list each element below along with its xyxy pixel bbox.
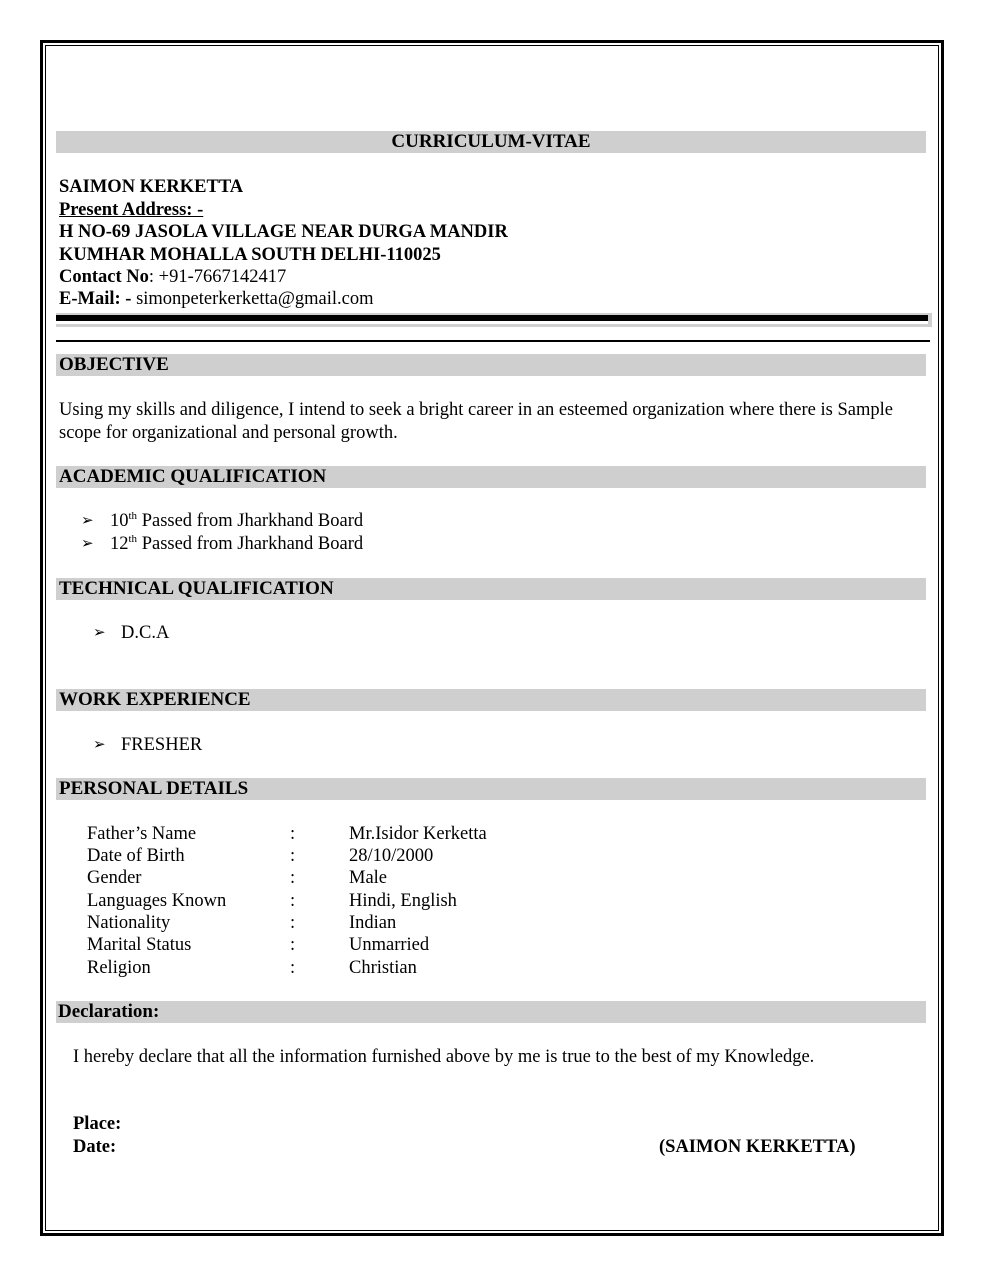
address-line-2: KUMHAR MOHALLA SOUTH DELHI-110025: [59, 245, 441, 265]
detail-separator: :: [290, 824, 296, 844]
bullet-arrow-icon: ➢: [81, 513, 94, 529]
contact-value: : +91-7667142417: [148, 267, 287, 287]
contact-label: Contact No: [59, 267, 149, 287]
detail-value-religion: Christian: [349, 958, 417, 978]
objective-bar: [56, 354, 926, 376]
thin-rule: [56, 340, 930, 342]
academic-heading: ACADEMIC QUALIFICATION: [59, 466, 327, 487]
detail-label-father: Father’s Name: [87, 824, 197, 844]
address-label: Present Address: -: [59, 200, 204, 220]
declaration-text: I hereby declare that all the information furnished above by me is true to the best of my Knowledge.: [73, 1047, 815, 1067]
objective-heading: OBJECTIVE: [59, 354, 169, 375]
detail-value-marital: Unmarried: [349, 935, 430, 955]
detail-separator: :: [290, 958, 296, 978]
detail-label-languages: Languages Known: [87, 891, 227, 911]
academic-item: 10th Passed from Jharkhand Board: [110, 509, 364, 531]
place-label: Place:: [73, 1114, 122, 1134]
signature-name: (SAIMON KERKETTA): [659, 1137, 856, 1157]
detail-separator: :: [290, 846, 296, 866]
detail-separator: :: [290, 891, 296, 911]
detail-value-father: Mr.Isidor Kerketta: [349, 824, 487, 844]
detail-value-languages: Hindi, English: [349, 891, 457, 911]
date-label: Date:: [73, 1137, 117, 1157]
contact-row: [59, 266, 286, 288]
personal-heading: PERSONAL DETAILS: [59, 778, 249, 799]
technical-heading: TECHNICAL QUALIFICATION: [59, 578, 334, 599]
detail-value-gender: Male: [349, 868, 388, 888]
detail-label-religion: Religion: [87, 958, 151, 978]
objective-text-line-1: Using my skills and diligence, I intend to seek a bright career in an esteemed organization where there is Sample: [59, 400, 893, 420]
detail-value-nationality: Indian: [349, 913, 397, 933]
rule-shadow-bottom: [56, 324, 932, 327]
candidate-name: SAIMON KERKETTA: [59, 177, 244, 197]
thick-rule: [56, 315, 928, 321]
cv-title: CURRICULUM-VITAE: [391, 131, 591, 152]
detail-value-dob: 28/10/2000: [349, 846, 434, 866]
detail-separator: :: [290, 935, 296, 955]
detail-label-marital: Marital Status: [87, 935, 192, 955]
technical-item: D.C.A: [121, 623, 170, 643]
detail-separator: :: [290, 868, 296, 888]
academic-item: 12th Passed from Jharkhand Board: [110, 532, 364, 554]
bullet-arrow-icon: ➢: [93, 737, 106, 753]
detail-label-gender: Gender: [87, 868, 142, 888]
detail-label-dob: Date of Birth: [87, 846, 185, 866]
work-heading: WORK EXPERIENCE: [59, 689, 251, 710]
work-item: FRESHER: [121, 735, 203, 755]
detail-label-nationality: Nationality: [87, 913, 171, 933]
address-line-1: H NO-69 JASOLA VILLAGE NEAR DURGA MANDIR: [59, 222, 508, 242]
bullet-arrow-icon: ➢: [81, 536, 94, 552]
bullet-arrow-icon: ➢: [93, 625, 106, 641]
declaration-bar: [56, 1001, 926, 1023]
detail-separator: :: [290, 913, 296, 933]
email-value: simonpeterkerketta@gmail.com: [131, 289, 374, 309]
declaration-heading: Declaration:: [58, 1001, 160, 1022]
email-row: [59, 288, 373, 310]
email-label: E-Mail: -: [59, 289, 132, 309]
objective-text-line-2: scope for organizational and personal growth.: [59, 423, 398, 443]
